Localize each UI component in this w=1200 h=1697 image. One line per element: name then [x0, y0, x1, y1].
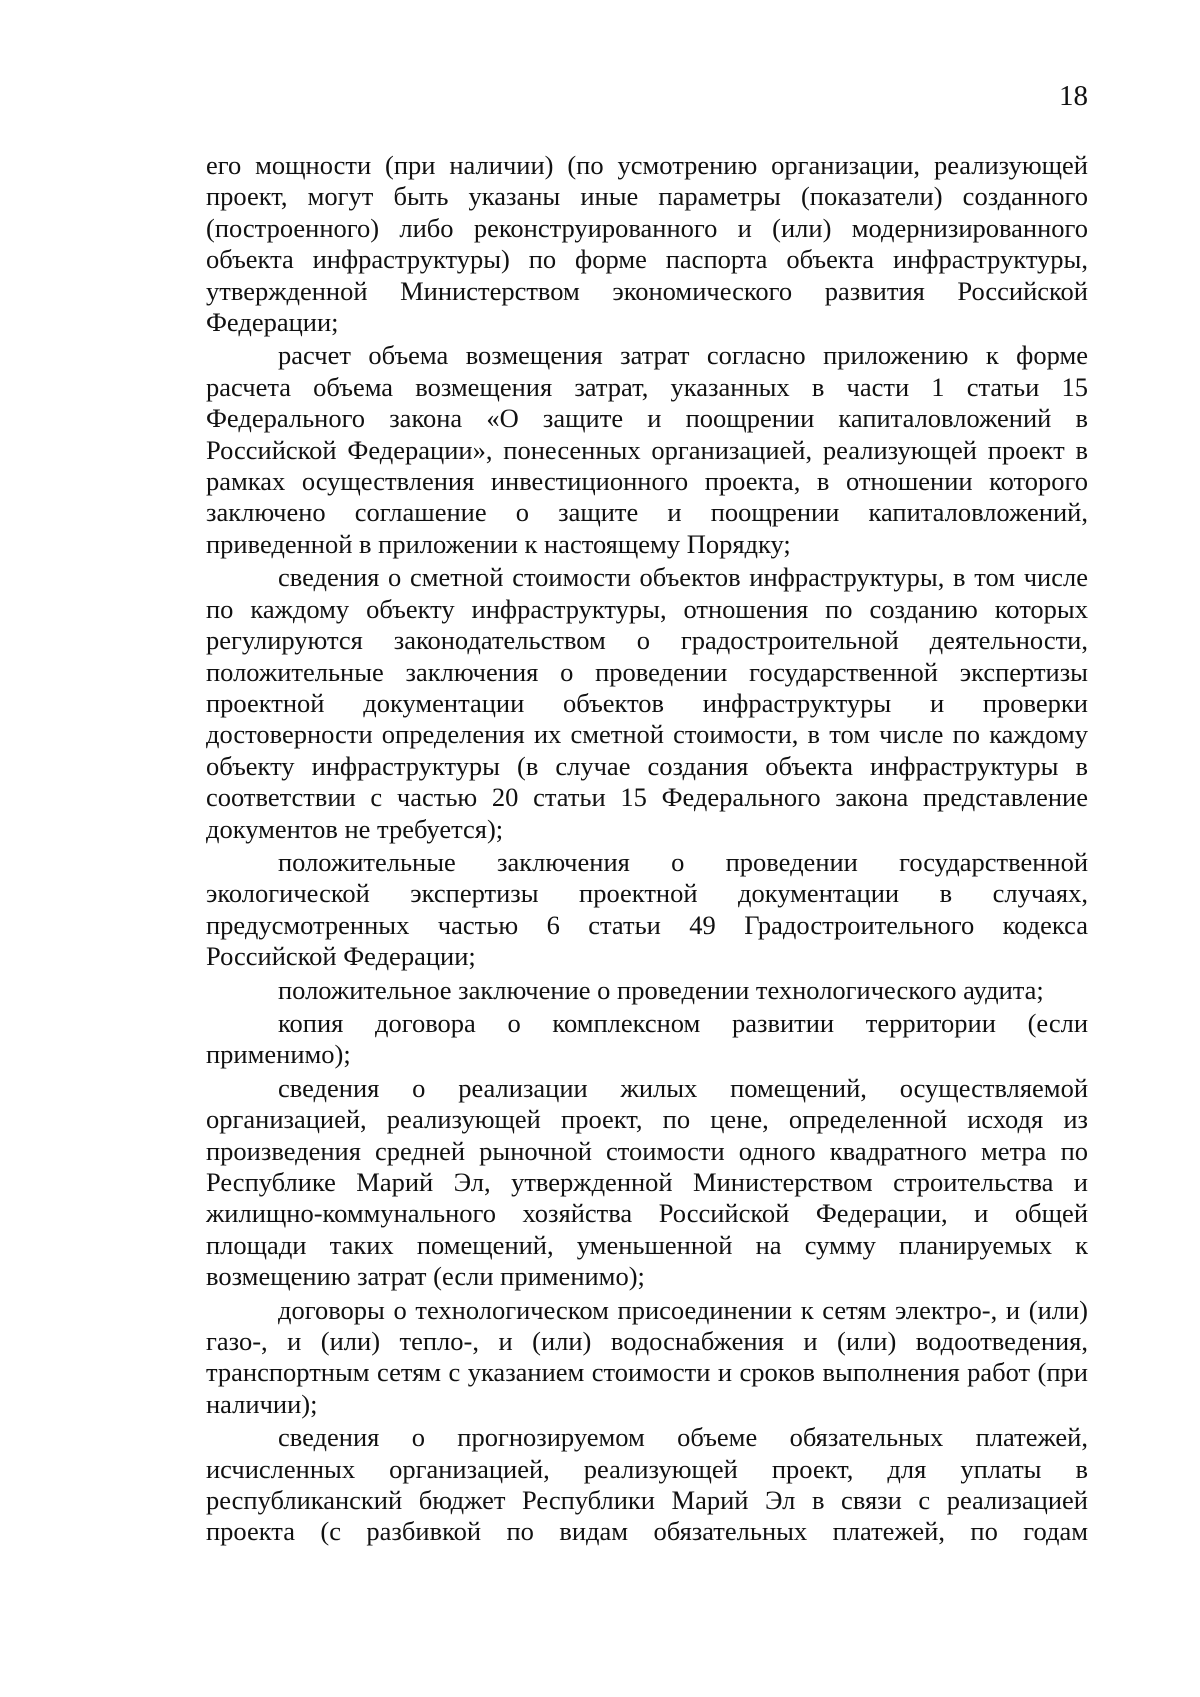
paragraph-territory-contract: копия договора о комплексном развитии территории (если применимо); [206, 1007, 1088, 1070]
page-number: 18 [1059, 80, 1088, 112]
paragraph-ecological-expertise: положительные заключения о проведении государственной экологической экспертизы проектной документации в случаях, предусмотренных частью 6 статьи 49 Градостроительного кодекса Российской Федерации; [206, 846, 1088, 972]
document-body [206, 150, 1088, 1550]
paragraph-estimated-cost: сведения о сметной стоимости объектов инфраструктуры, в том числе по каждому объекту инфраструктуры, отношения по созданию которых регулируются законодательством о градостроительной деятельности, положительные заключения о проведении государственной экспертизы проектной документации объектов инфраструктуры и проверки достоверности определения их сметной стоимости, в том числе по каждому объекту инфраструктуры (в случае создания объекта инфраструктуры в соответствии с частью 20 статьи 15 Федерального закона представление документов не требуется); [206, 562, 1088, 844]
paragraph-mandatory-payments: сведения о прогнозируемом объеме обязательных платежей, исчисленных организацией, реализующей проект, для уплаты в республиканский бюджет Республики Марий Эл в связи с реализацией проекта (с разбивкой по видам обязательных платежей, по годам [206, 1422, 1088, 1547]
paragraph-housing-sale: сведения о реализации жилых помещений, осуществляемой организацией, реализующей проект, по цене, определенной исходя из произведения средней рыночной стоимости одного квадратного метра по Республике Марий Эл, утвержденной Министерством строительства и жилищно-коммунального хозяйства Российской Федерации, и общей площади таких помещений, уменьшенной на сумму планируемых к возмещению затрат (если применимо); [206, 1072, 1088, 1292]
paragraph-passport-form: его мощности (при наличии) (по усмотрению организации, реализующей проект, могут быть указаны иные параметры (показатели) созданного (построенного) либо реконструированного и (или) модернизированного объекта инфраструктуры) по форме паспорта объекта инфраструктуры, утвержденной Министерством экономического развития Российской Федерации; [206, 150, 1088, 338]
paragraph-network-connection: договоры о технологическом присоединении к сетям электро-, и (или) газо-, и (или) тепло-, и (или) водоснабжения и (или) водоотведения, транспортным сетям с указанием стоимости и сроков выполнения работ (при наличии); [206, 1294, 1088, 1419]
paragraph-technology-audit: положительное заключение о проведении технологического аудита; [278, 974, 1044, 1005]
paragraph-cost-calculation: расчет объема возмещения затрат согласно приложению к форме расчета объема возмещения затрат, указанных в части 1 статьи 15 Федерального закона «О защите и поощрении капиталовложений в Российской Федерации», понесенных организацией, реализующей проект в рамках осуществления инвестиционного проекта, в отношении которого заключено соглашение о защите и поощрении капиталовложений, приведенной в приложении к настоящему Порядку; [206, 340, 1088, 559]
